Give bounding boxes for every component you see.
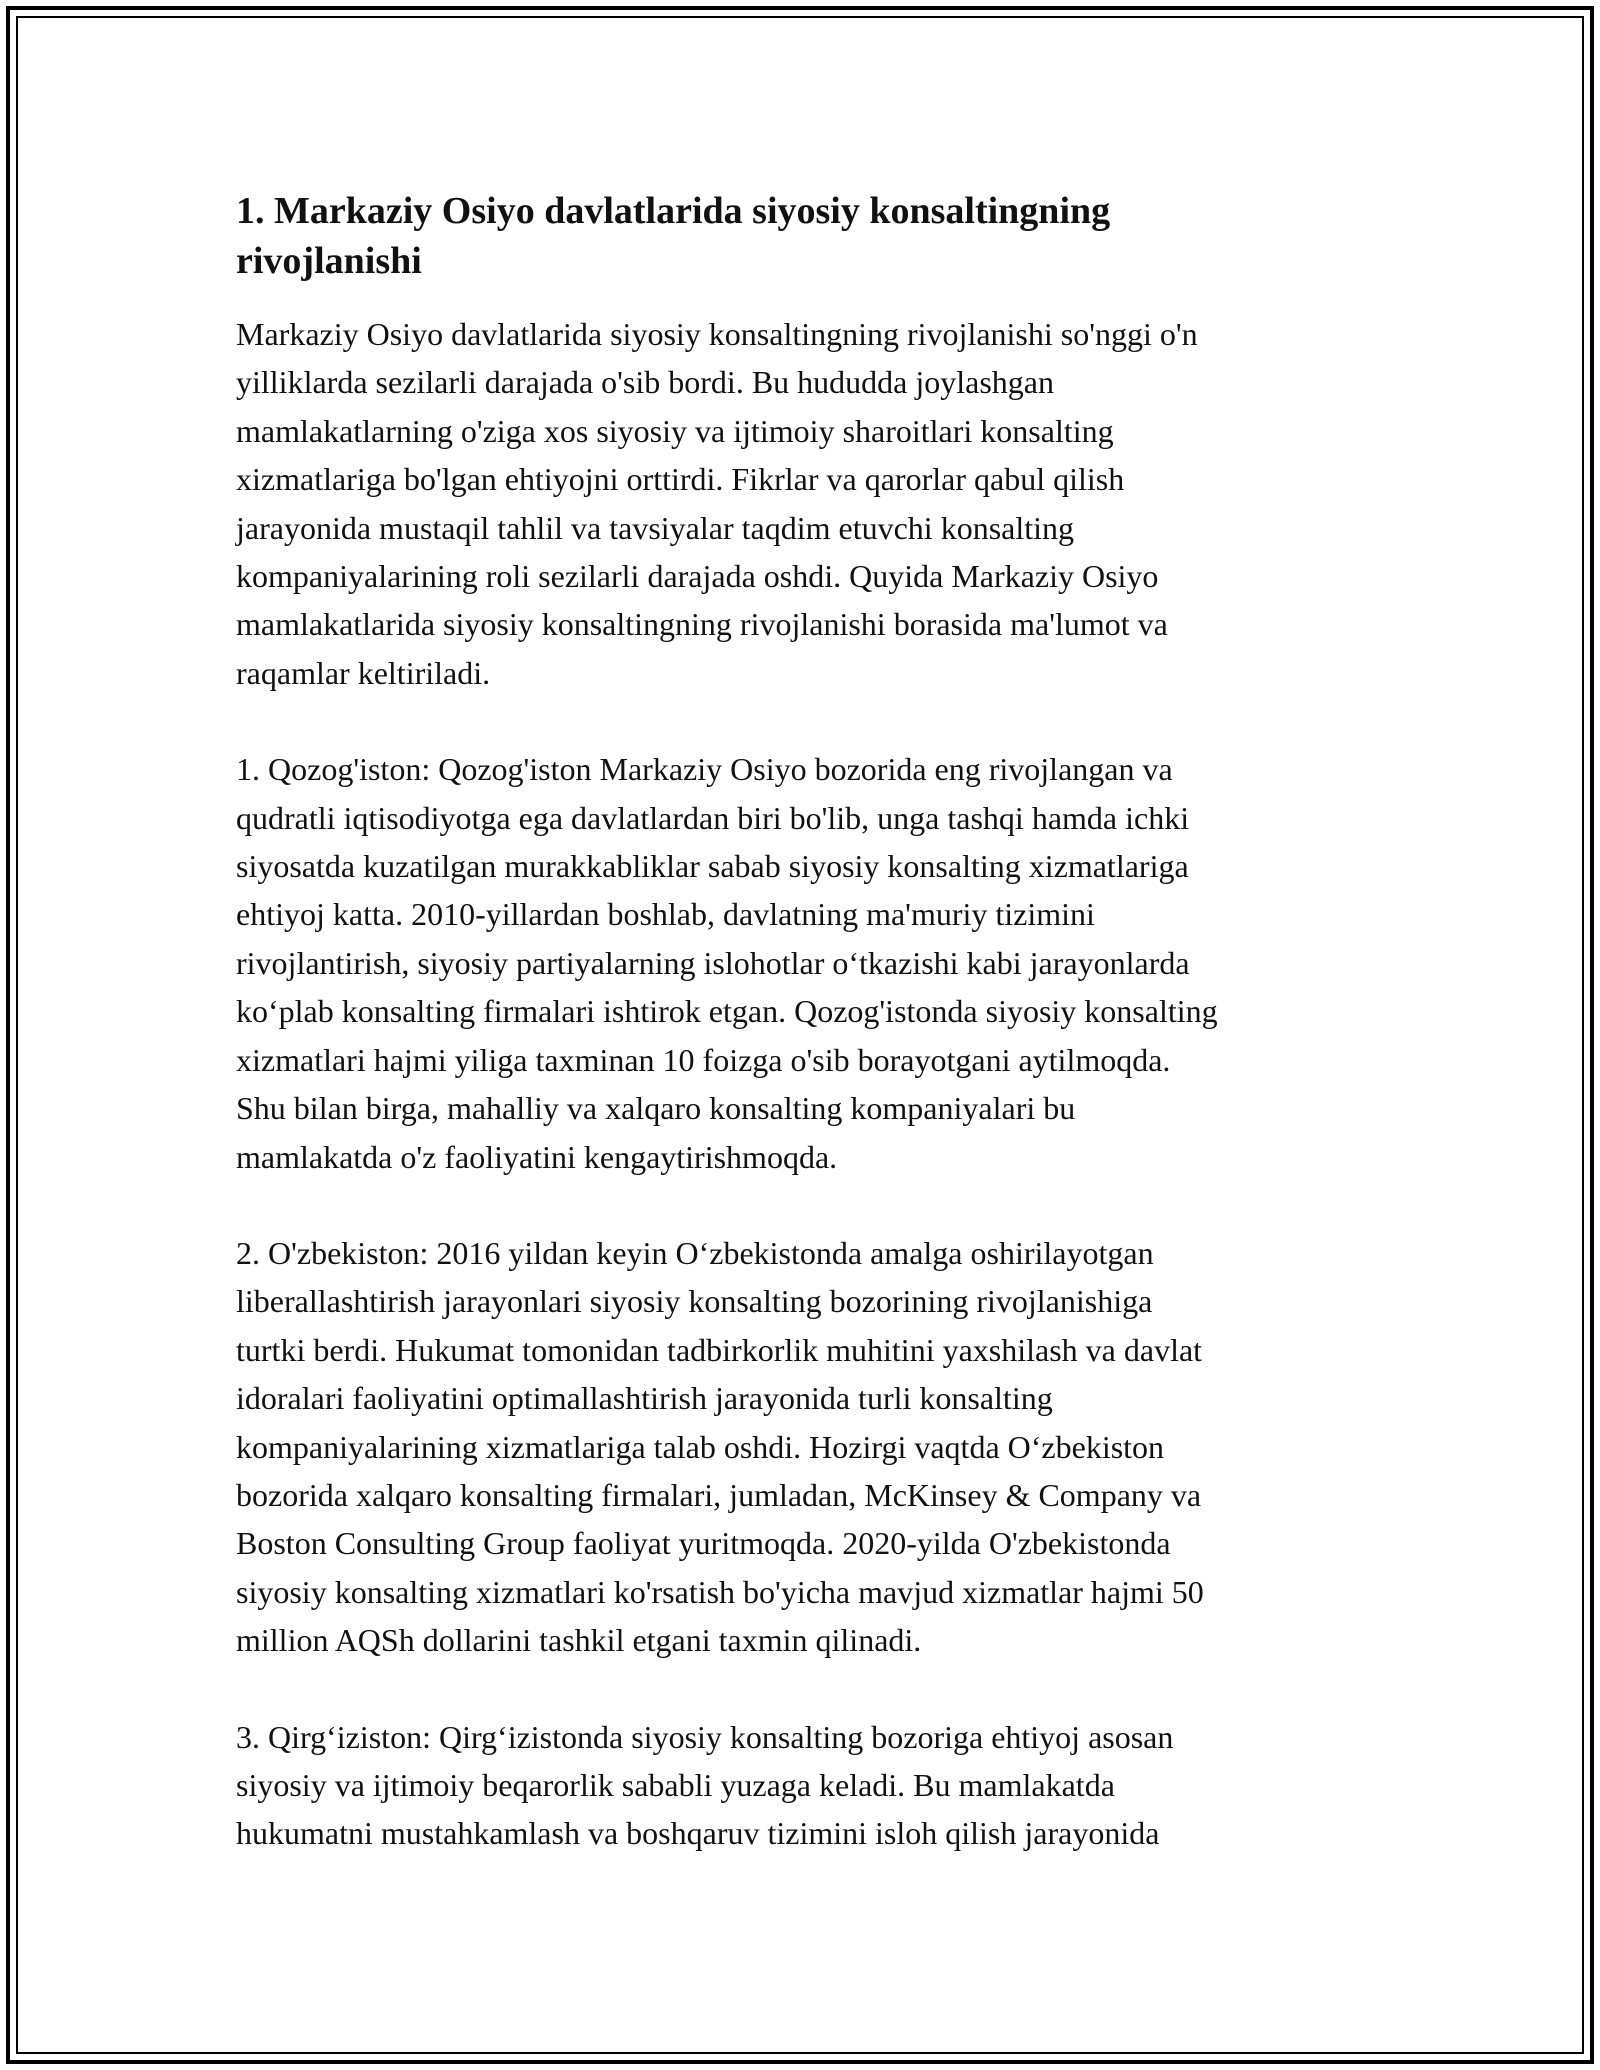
paragraph-kyrgyzstan: 3. Qirg‘iziston: Qirg‘izistonda siyosiy konsalting bozoriga ehtiyoj asosan siyosiy va ijtimoiy beqarorlik sababli yuzaga keladi. Bu mamlakatda hukumatni mustahkamlash va boshqaruv tizimini isloh qilish jarayonida [236,1718,1174,1852]
paragraph-uzbekistan: 2. O'zbekiston: 2016 yildan keyin O‘zbekistonda amalga oshirilayotgan liberallashtirish jarayonlari siyosiy konsalting bozorining rivojlanishiga turtki berdi. Hukumat tomonidan tadbirkorlik muhitini yaxshilash va davlat idoralari faoliyatini optimallashtirish jarayonida turli konsalting kompaniyalarining xizmatlariga talab oshdi. Hozirgi vaqtda O‘zbekiston bozorida xalqaro konsalting firmalari, jumladan, McKinsey & Company va Boston Consulting Group faoliyat yuritmoqda. 2020-yilda O'zbekistonda siyosiy konsalting xizmatlari ko'rsatish bo'yicha mavjud xizmatlar hajmi 50 million AQSh dollarini tashkil etgani taxmin qilinadi. [236,1234,1204,1659]
section-heading: 1. Markaziy Osiyo davlatlarida siyosiy konsaltingning rivojlanishi [236,190,1111,282]
paragraph-kazakhstan: 1. Qozog'iston: Qozog'iston Markaziy Osiyo bozorida eng rivojlangan va qudratli iqtisodiyotga ega davlatlardan biri bo'lib, unga tashqi hamda ichki siyosatda kuzatilgan murakkabliklar sabab siyosiy konsalting xizmatlariga ehtiyoj katta. 2010-yillardan boshlab, davlatning ma'muriy tizimini rivojlantirish, siyosiy partiyalarning islohotlar o‘tkazishi kabi jarayonlarda ko‘plab konsalting firmalari ishtirok etgan. Qozog'istonda siyosiy konsalting xizmatlari hajmi yiliga taxminan 10 foizga o'sib borayotgani aytilmoqda. Shu bilan birga, mahalliy va xalqaro konsalting kompaniyalari bu mamlakatda o'z faoliyatini kengaytirishmoqda. [236,751,1218,1175]
paragraph-intro: Markaziy Osiyo davlatlarida siyosiy konsaltingning rivojlanishi so'nggi o'n yilliklarda sezilarli darajada o'sib bordi. Bu hududda joylashgan mamlakatlarning o'ziga xos siyosiy va ijtimoiy sharoitlari konsalting xizmatlariga bo'lgan ehtiyojni orttirdi. Fikrlar va qarorlar qabul qilish jarayonida mustaqil tahlil va tavsiyalar taqdim etuvchi konsalting kompaniyalarining roli sezilarli darajada oshdi. Quyida Markaziy Osiyo mamlakatlarida siyosiy konsaltingning rivojlanishi borasida ma'lumot va raqamlar keltiriladi. [236,316,1198,691]
document-body [236,186,1366,1906]
